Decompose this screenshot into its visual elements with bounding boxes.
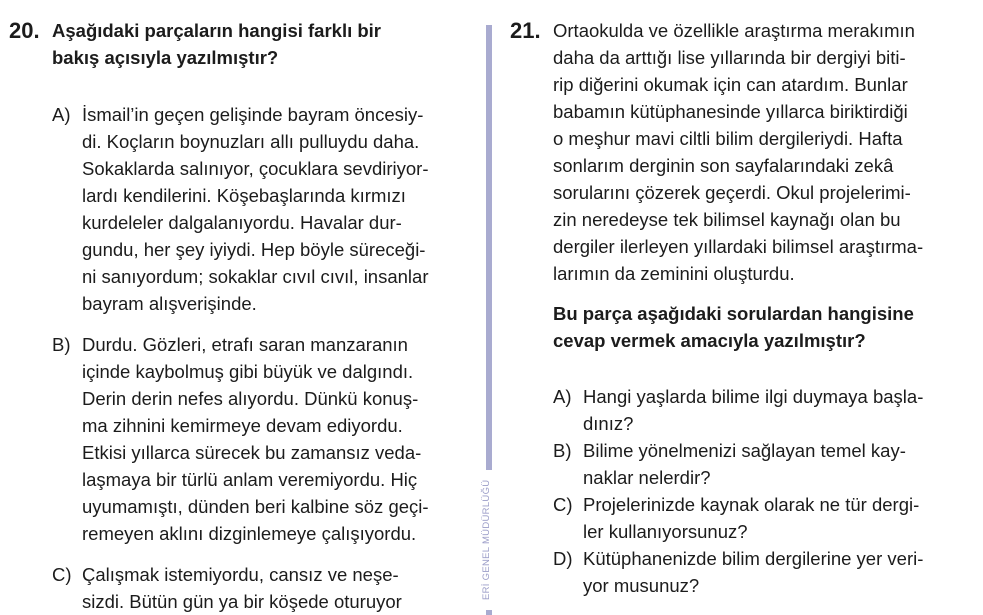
question-number: 21. <box>510 18 541 43</box>
question-number: 20. <box>9 18 40 43</box>
option-label: B) <box>52 334 71 355</box>
passage-line: daha da arttığı lise yıllarında bir dergiyi biti- <box>553 47 906 68</box>
option-line: İsmail’in geçen gelişinde bayram öncesiy- <box>82 104 424 125</box>
option-line: Derin derin nefes alıyordu. Dünkü konuş- <box>82 388 419 409</box>
option-text <box>82 561 402 615</box>
passage-line: sorularını çözerek geçerdi. Okul projelerimi- <box>553 182 911 203</box>
option-text <box>583 545 923 599</box>
option-c[interactable] <box>52 561 402 615</box>
option-line: Bilime yönelmenizi sağlayan temel kay- <box>583 440 906 461</box>
passage-line: larımın da zeminini oluşturdu. <box>553 263 795 284</box>
option-line: Sokaklarda salınıyor, çocuklara sevdiriyor- <box>82 158 429 179</box>
stem-line: bakış açısıyla yazılmıştır? <box>52 47 279 68</box>
option-line: Etkisi yıllarca sürecek bu zamansız veda- <box>82 442 422 463</box>
passage-line: babamın kütüphanesinde yıllarca biriktirdiği <box>553 101 908 122</box>
passage-line: rip diğerini okumak için can atardım. Bunlar <box>553 74 908 95</box>
option-text <box>583 437 906 491</box>
stem-line: Bu parça aşağıdaki sorulardan hangisine <box>553 303 914 324</box>
passage-line: sonlarım derginin son sayfalarındaki zekâ <box>553 155 894 176</box>
option-a[interactable] <box>52 101 429 317</box>
vertical-footer-text: ERİ GENEL MÜDÜRLÜĞÜ <box>481 479 492 600</box>
passage-line: o meşhur mavi ciltli bilim dergileriydi. Hafta <box>553 128 903 149</box>
option-line: bayram alışverişinde. <box>82 293 257 314</box>
option-line: içinde kaybolmuş gibi büyük ve dalgındı. <box>82 361 414 382</box>
option-label: C) <box>52 564 72 585</box>
option-line: Durdu. Gözleri, etrafı saran manzaranın <box>82 334 408 355</box>
option-d[interactable] <box>553 545 923 599</box>
question-passage <box>553 17 923 287</box>
option-text <box>583 491 919 545</box>
option-a[interactable] <box>553 383 923 437</box>
passage-line: Ortaokulda ve özellikle araştırma merakımın <box>553 20 915 41</box>
option-line: lardı kendilerini. Köşebaşlarında kırmızı <box>82 185 406 206</box>
option-line: Projelerinizde kaynak olarak ne tür dergi- <box>583 494 920 515</box>
option-line: ni sanıyordum; sokaklar cıvıl cıvıl, insanlar <box>82 266 429 287</box>
option-b[interactable] <box>553 437 906 491</box>
passage-line: zin neredeyse tek bilimsel kaynağı olan bu <box>553 209 901 230</box>
option-text <box>82 331 429 547</box>
question-stem <box>553 300 914 354</box>
option-line: sizdi. Bütün gün ya bir köşede oturuyor <box>82 591 402 612</box>
option-line: Çalışmak istemiyordu, cansız ve neşe- <box>82 564 399 585</box>
option-label: C) <box>553 494 573 515</box>
option-text <box>583 383 923 437</box>
option-line: di. Koçların boynuzları allı pulluydu daha. <box>82 131 420 152</box>
option-line: kurdeleler dalgalanıyordu. Havalar dur- <box>82 212 402 233</box>
option-line: Kütüphanenizde bilim dergilerine yer veri- <box>583 548 924 569</box>
option-line: uyumamıştı, dünden beri kalbine söz geçi- <box>82 496 429 517</box>
option-line: ma zihnini kemirmeye devam ediyordu. <box>82 415 403 436</box>
option-b[interactable] <box>52 331 429 547</box>
option-label: A) <box>52 104 71 125</box>
option-line: yor musunuz? <box>583 575 700 596</box>
question-stem <box>52 17 381 71</box>
option-line: laşmaya bir türlü anlam veremiyordu. Hiç <box>82 469 418 490</box>
option-line: gundu, her şey iyiydi. Hep böyle süreceği- <box>82 239 426 260</box>
stem-line: cevap vermek amacıyla yazılmıştır? <box>553 330 866 351</box>
question-21 <box>500 0 983 605</box>
option-line: Hangi yaşlarda bilime ilgi duymaya başla- <box>583 386 924 407</box>
option-line: naklar nelerdir? <box>583 467 711 488</box>
option-line: dınız? <box>583 413 634 434</box>
option-text <box>82 101 429 317</box>
stem-line: Aşağıdaki parçaların hangisi farklı bir <box>52 20 382 41</box>
option-label: B) <box>553 440 572 461</box>
option-line: ler kullanıyorsunuz? <box>583 521 748 542</box>
passage-line: dergiler ilerleyen yıllardaki bilimsel araştırma- <box>553 236 924 257</box>
option-c[interactable] <box>553 491 919 545</box>
question-20 <box>0 0 480 612</box>
option-label: A) <box>553 386 572 407</box>
option-label: D) <box>553 548 573 569</box>
option-line: remeyen aklını dizginlemeye çalışıyordu. <box>82 523 417 544</box>
